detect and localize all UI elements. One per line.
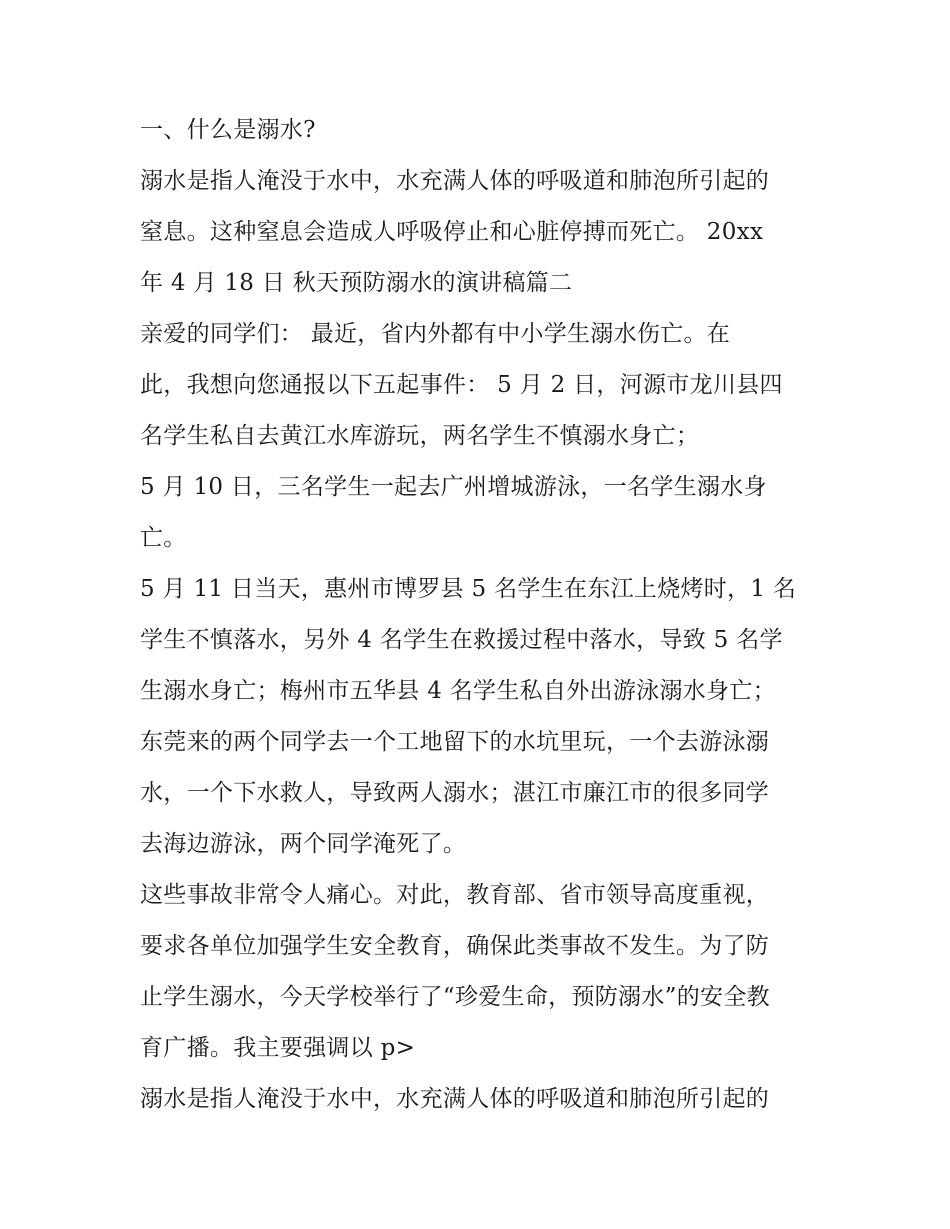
text-line: 年 4 月 18 日 秋天预防溺水的演讲稿篇二 (140, 270, 573, 296)
text-line: 学生不慎落水，另外 4 名学生在救援过程中落水，导致 5 名学 (140, 627, 783, 653)
document-body (140, 112, 820, 1132)
section-heading: 一、什么是溺水? (140, 117, 316, 143)
text-line: 东莞来的两个同学去一个工地留下的水坑里玩，一个去游泳溺 (140, 729, 770, 755)
text-line: 止学生溺水，今天学校举行了“珍爱生命，预防溺水”的安全教 (140, 984, 770, 1010)
text-line: 育广播。我主要强调以 p> (140, 1035, 416, 1061)
text-line: 溺水是指人淹没于水中，水充满人体的呼吸道和肺泡所引起的 (140, 1086, 770, 1112)
text-line: 窒息。这种窒息会造成人呼吸停止和心脏停搏而死亡。 20xx (140, 219, 764, 245)
text-line: 水，一个下水救人，导致两人溺水；湛江市廉江市的很多同学 (140, 780, 770, 806)
text-line: 这些事故非常令人痛心。对此，教育部、省市领导高度重视， (140, 882, 770, 908)
text-line: 5 月 11 日当天，惠州市博罗县 5 名学生在东江上烧烤时，1 名 (140, 576, 797, 602)
text-line: 溺水是指人淹没于水中，水充满人体的呼吸道和肺泡所引起的 (140, 168, 770, 194)
text-line: 名学生私自去黄江水库游玩，两名学生不慎溺水身亡； (140, 423, 700, 449)
text-line: 生溺水身亡；梅州市五华县 4 名学生私自外出游泳溺水身亡； (140, 678, 776, 704)
text-line: 亡。 (140, 525, 187, 551)
text-line: 去海边游泳，两个同学淹死了。 (140, 831, 467, 857)
text-line: 要求各单位加强学生安全教育，确保此类事故不发生。为了防 (140, 933, 770, 959)
text-line: 5 月 10 日，三名学生一起去广州增城游泳，一名学生溺水身 (140, 474, 767, 500)
text-line: 亲爱的同学们： 最近，省内外都有中小学生溺水伤亡。在 (140, 321, 731, 347)
text-line: 此，我想向您通报以下五起事件： 5 月 2 日，河源市龙川县四 (140, 372, 783, 398)
